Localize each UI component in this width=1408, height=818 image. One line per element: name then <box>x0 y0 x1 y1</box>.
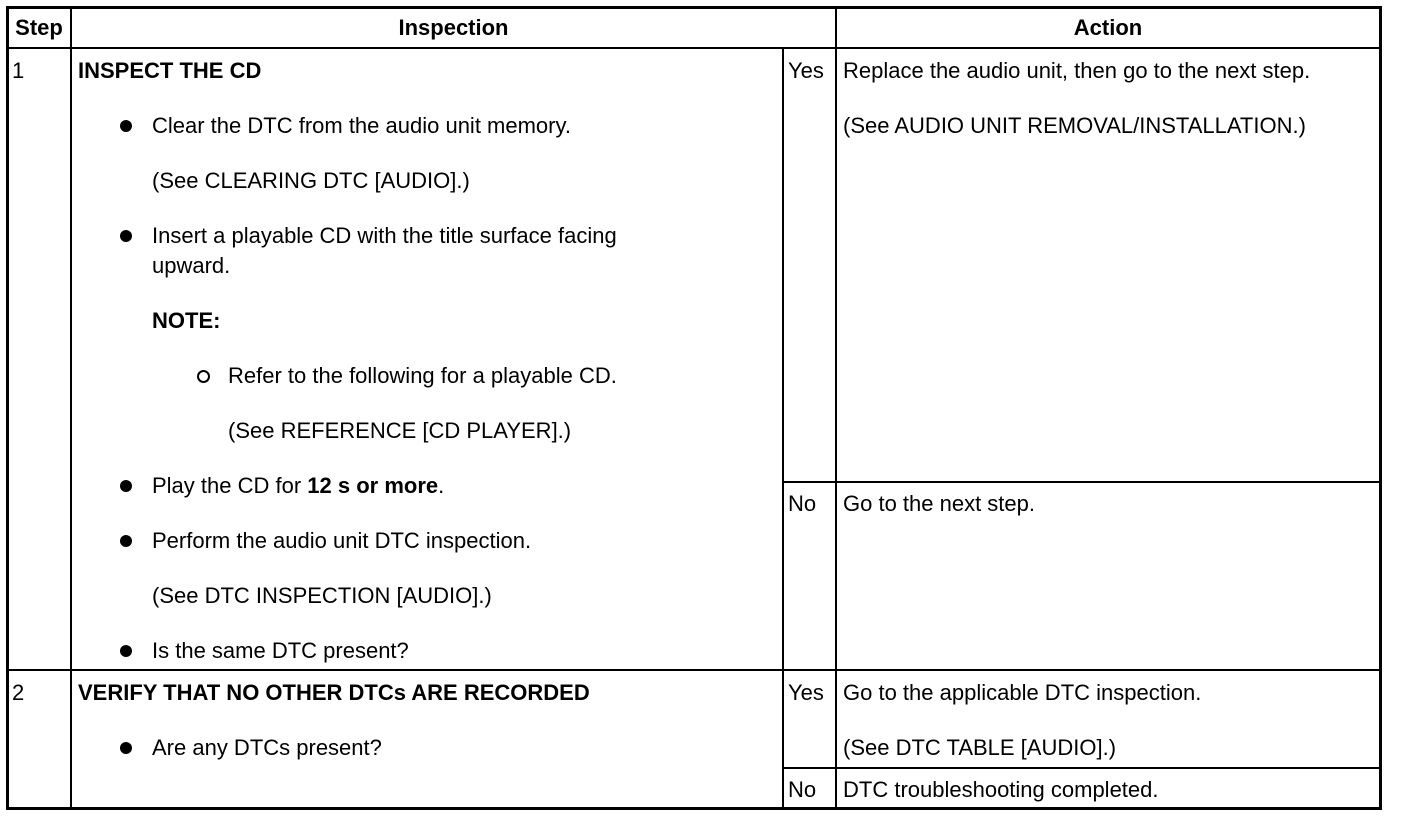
step1-note-item: Refer to the following for a playable CD. <box>228 363 617 388</box>
step2-yes-action: Go to the applicable DTC inspection. <box>843 680 1202 705</box>
bullet-icon <box>120 480 132 492</box>
step1-yes-label: Yes <box>788 58 824 83</box>
step1-yes-action: Replace the audio unit, then go to the next step. <box>843 58 1311 83</box>
step1-note-ref: (See REFERENCE [CD PLAYER].) <box>228 418 572 443</box>
bullet-icon <box>120 120 132 132</box>
step1-insert-line1: Insert a playable CD with the title surface facing <box>152 223 617 248</box>
column-divider-yesno <box>782 48 784 810</box>
step1-number: 1 <box>12 58 25 83</box>
step1-no-action: Go to the next step. <box>843 491 1036 516</box>
step2-yes-ref: (See DTC TABLE [AUDIO].) <box>843 735 1117 760</box>
step1-perform: Perform the audio unit DTC inspection. <box>152 528 532 553</box>
step1-yes-ref: (See AUDIO UNIT REMOVAL/INSTALLATION.) <box>843 113 1306 138</box>
row-divider-step2 <box>6 669 1382 671</box>
step2-no-label: No <box>788 777 817 802</box>
header-divider <box>6 47 1382 49</box>
step1-title: INSPECT THE CD <box>78 58 262 83</box>
step1-clear-ref: (See CLEARING DTC [AUDIO].) <box>152 168 470 193</box>
step2-yes-no-divider <box>782 767 1382 769</box>
column-divider-step <box>70 6 72 810</box>
step1-play-duration: 12 s or more <box>307 473 439 498</box>
step2-number: 2 <box>12 680 25 705</box>
bullet-icon <box>120 535 132 547</box>
step1-play-suffix: . <box>438 473 445 498</box>
step1-yes-no-divider <box>782 481 1382 483</box>
step1-play-prefix: Play the CD for <box>152 473 308 498</box>
hollow-bullet-icon <box>197 370 210 383</box>
bullet-icon <box>120 742 132 754</box>
step2-question: Are any DTCs present? <box>152 735 382 760</box>
step1-question: Is the same DTC present? <box>152 638 409 663</box>
step1-play <box>152 473 444 499</box>
header-action: Action <box>1073 15 1143 40</box>
step1-clear-dtc: Clear the DTC from the audio unit memory. <box>152 113 571 138</box>
step1-note-label: NOTE: <box>152 308 221 333</box>
bullet-icon <box>120 645 132 657</box>
step1-no-label: No <box>788 491 817 516</box>
step2-no-action: DTC troubleshooting completed. <box>843 777 1159 802</box>
step1-insert-line2: upward. <box>152 253 231 278</box>
step1-perform-ref: (See DTC INSPECTION [AUDIO].) <box>152 583 492 608</box>
step2-title: VERIFY THAT NO OTHER DTCs ARE RECORDED <box>78 680 590 705</box>
header-inspection: Inspection <box>398 15 509 40</box>
bullet-icon <box>120 230 132 242</box>
column-divider-action <box>835 6 837 810</box>
step2-yes-label: Yes <box>788 680 824 705</box>
header-step: Step <box>15 15 63 40</box>
